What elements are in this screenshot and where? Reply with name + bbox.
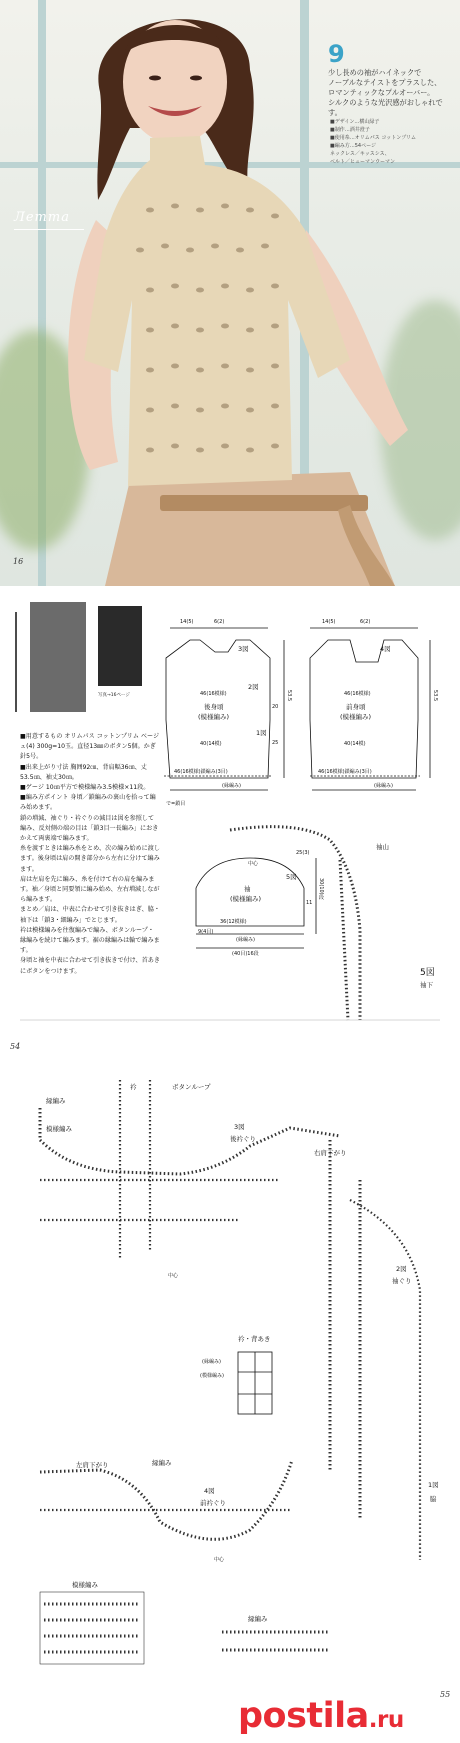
label-back-neck: 後衿ぐり — [230, 1135, 256, 1143]
edging-stitch-sample — [222, 1632, 330, 1650]
pattern-instructions — [20, 732, 160, 977]
watermark-name: postila — [238, 1696, 369, 1736]
instruction-paragraph: ■用意するもの オリムパス コットンプリム ベージュ(4) 300g=10玉。直径13㎜のボタン5個。かぎ針5号。 — [20, 733, 160, 761]
fig-1-label: 1図 — [256, 729, 267, 737]
sleeve-cap-chart — [230, 827, 360, 1020]
dim-chest-front: 46(16模様) — [344, 691, 371, 697]
instruction-paragraph: 肩は左肩を先に編み、糸を付けて右の肩を編みます。袖／身頃と同要領に編み始め、左右増減しながら編みます。 — [20, 875, 160, 904]
label-collar-back: 衿・背あき — [238, 1335, 271, 1343]
dim-sleeve-top: 25(3) — [296, 850, 310, 856]
instruction-paragraph: 衿は模様編みを往復編みで編み、ボタンループ・縁編みを続けて編みます。裾の縁編みは輪で編みます。 — [20, 926, 160, 955]
label-front-neck: 前衿ぐり — [200, 1499, 226, 1507]
watermark-tld: .ru — [368, 1707, 404, 1733]
fig-2-label: 2図 — [248, 683, 259, 691]
sleeve-trim: (縁編み) — [236, 937, 255, 943]
instruction-paragraph: まとめ／肩は、中表に合わせて引き抜きはぎ、脇・袖下は「鎖3・細編み」でとじます。 — [20, 906, 160, 924]
swatch-photo — [98, 606, 142, 686]
instruction-paragraph: 鎖の増減、袖ぐり・衿ぐりの減目は図を参照して編み、反対側の端の目は「鎖3目一長編み」におきかえて両裏端で編みます。 — [20, 814, 159, 843]
instruction-paragraph: 糸を渡すときは編み糸をとめ、次の編み始めに渡します。後身頃は肩の開き部分から左右に分けて編みます。 — [20, 845, 160, 873]
thumbnail-photo — [30, 602, 86, 712]
catch-copy: 少し長めの袖がハイネックで ノーブルなテイストをプラスした、 ロマンティックなプルオーバー。 シルクのような光沢感がおしゃれです。 — [328, 68, 443, 117]
dim-wrist: 9(4目) — [198, 929, 214, 935]
dim-side: 25 — [272, 740, 279, 746]
pattern-number: 9 — [328, 40, 345, 68]
label-armhole: 袖ぐり — [392, 1277, 412, 1285]
label-sleeve-cap: 袖山 — [376, 843, 389, 851]
back-neck-chart — [40, 1108, 340, 1174]
label-center-c: 中心 — [214, 1557, 225, 1563]
label-edging-b: 縁編み — [152, 1459, 172, 1467]
dim-sleeve-length: 30(10)段 — [318, 878, 324, 900]
label-pattern-sample: 模様編み — [72, 1581, 98, 1589]
label-right-shoulder: 右肩下がり — [314, 1149, 347, 1157]
dim-sleeve-36: 36(12模様) — [220, 919, 247, 925]
thumbnail-caption: 写真→16ページ — [98, 693, 130, 698]
label-sleeve-under: 袖下 — [420, 981, 433, 989]
sleeve-title: 袖 — [244, 885, 251, 893]
instruction-paragraph: 身頃と袖を中表に合わせて引き抜きで付け、首あきにボタンをつけます。 — [20, 957, 160, 975]
photo-page-number: 16 — [13, 557, 24, 566]
instruction-paragraph: ■編み方ポイント 身頃／鎖編みの裏山を拾って編み始めます。 — [20, 794, 156, 812]
back-body-sub: (模様編み) — [198, 713, 230, 721]
dim-length-front: 53.5 — [432, 690, 438, 702]
dim-shoulder-front: 14(5) — [322, 619, 336, 625]
right-page-number: 55 — [440, 1690, 451, 1699]
caption-letta: Летта — [14, 210, 70, 225]
front-body-title: 前身頃 — [346, 703, 366, 711]
dim-body-width-front: 40(14模) — [344, 741, 366, 747]
dim-sleeve-side: 11 — [306, 900, 313, 906]
fig-1-chart: 1図 — [428, 1481, 439, 1489]
front-neck-chart — [40, 1460, 292, 1539]
sleeve-sub: (模様編み) — [230, 895, 262, 903]
instruction-paragraph: ■出来上がり寸法 胸囲92㎝、背肩幅36㎝、丈53.5㎝、袖丈30㎝。 — [20, 763, 147, 781]
dim-neck: 6(2) — [214, 619, 225, 625]
postila-watermark — [238, 1696, 404, 1736]
fig-2-chart: 2図 — [396, 1265, 407, 1273]
fig-5-label: 5図 — [286, 873, 297, 881]
fig-4-label: 4図 — [380, 645, 391, 653]
left-page-number: 54 — [10, 1042, 21, 1051]
dim-side-20: 20 — [272, 704, 279, 710]
dim-body-width: 40(14模) — [200, 741, 222, 747]
dim-neck-front: 6(2) — [360, 619, 371, 625]
dim-hem-trim: (縁編み) — [222, 783, 241, 789]
dim-hem-trim-front: (縁編み) — [374, 783, 393, 789]
label-center-b: 中心 — [168, 1273, 179, 1279]
label-collar: 衿 — [130, 1083, 137, 1091]
label-edging: 縁編み — [46, 1097, 66, 1105]
label-button-loop: ボタンループ — [172, 1083, 211, 1091]
instruction-paragraph: ■ゲージ 10㎝平方で模様編み3.5模様×11段。 — [20, 784, 150, 792]
sleeve-width: (40目)16段 — [232, 951, 259, 957]
armhole-side-chart — [330, 1140, 360, 1520]
dim-shoulder: 14(5) — [180, 619, 194, 625]
label-collar-pattern: (模様編み) — [200, 1373, 224, 1379]
label-pattern: 模様編み — [46, 1125, 72, 1133]
fig-3-label: 3図 — [238, 645, 249, 653]
fig-4-chart: 4図 — [204, 1487, 215, 1495]
fig-5-chart: 5図 — [420, 968, 435, 978]
dim-hem-front: 46(16模様)鎖編み(3目) — [318, 769, 372, 775]
legend: で=鎖目 — [166, 801, 186, 807]
label-left-shoulder: 左肩下がり — [76, 1461, 109, 1469]
fig-3-chart: 3図 — [234, 1123, 245, 1131]
dim-hem: 46(16模様)鎖編み(3目) — [174, 769, 228, 775]
front-body-sub: (模様編み) — [340, 713, 372, 721]
label-side: 脇 — [430, 1495, 437, 1503]
dim-chest: 46(16模様) — [200, 691, 227, 697]
dim-length: 53.5 — [286, 690, 292, 702]
credits: ■デザイン…横山緑子 ■制作…酒井澄子 ■使用糸…オリムパス コットンプリム ■編み方…54ページ ネックレス／キッスシス、 ベルト／ヒューマンウーマン — [330, 119, 417, 165]
label-edging-sample: 縁編み — [248, 1615, 268, 1623]
back-body-title: 後身頃 — [204, 703, 224, 711]
label-center-a: 中心 — [248, 861, 259, 867]
label-collar-edging: (縁編み) — [202, 1359, 221, 1365]
